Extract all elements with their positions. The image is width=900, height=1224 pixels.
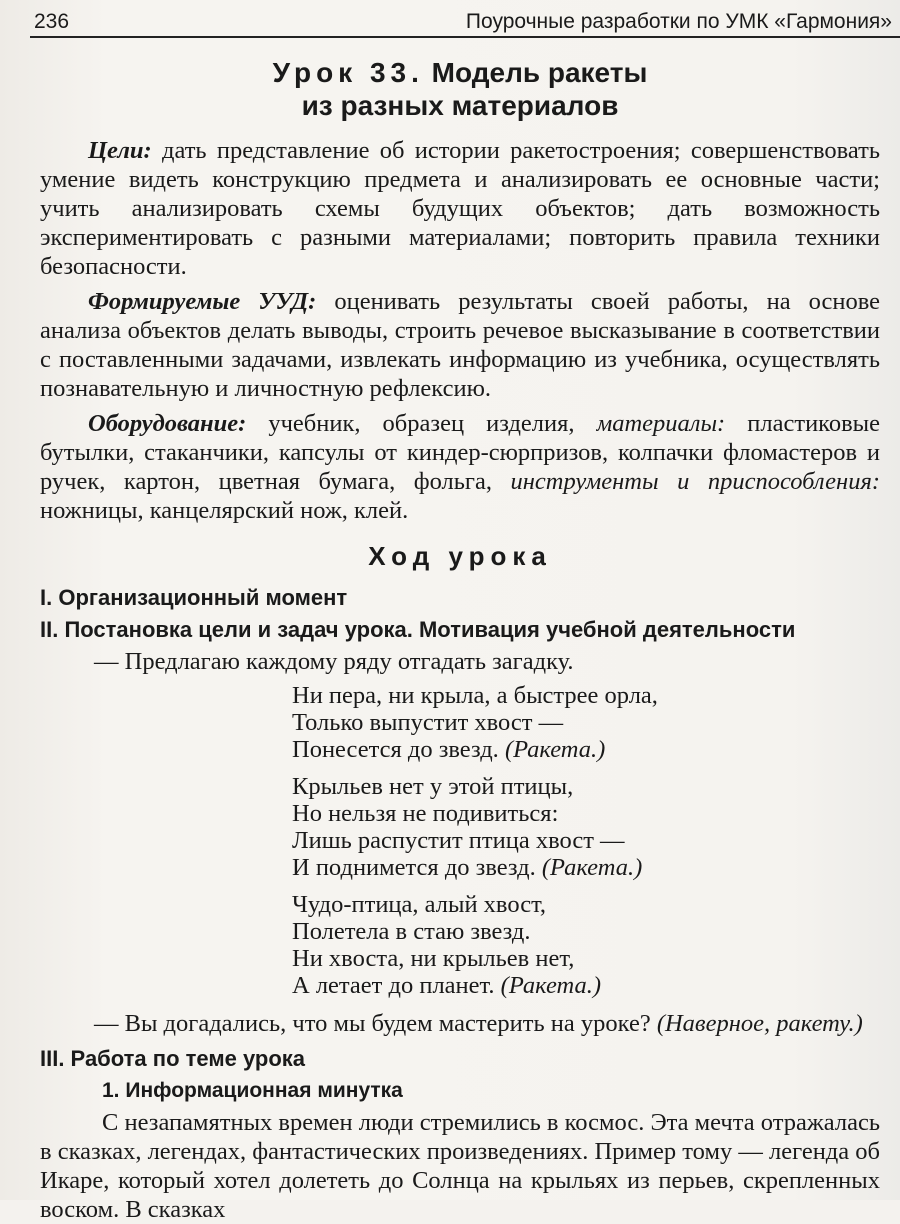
tools-text: ножницы, канцелярский нож, клей. [40, 497, 409, 524]
equipment-paragraph [40, 409, 880, 525]
materials-label: материалы: [596, 410, 726, 437]
lesson-title [40, 56, 880, 122]
riddle-answer: (Ракета.) [541, 854, 643, 881]
verse-line: Понесется до звезд. (Ракета.) [292, 736, 606, 763]
verse-line: Полетела в стаю звезд. [292, 918, 531, 945]
goals-paragraph [40, 136, 880, 281]
page-number: 236 [34, 10, 70, 33]
section-1-heading: I. Организационный момент [40, 585, 348, 610]
uud-label: Формируемые УУД: [88, 288, 317, 315]
uud-paragraph [40, 287, 880, 403]
verse-line: Ни пера, ни крыла, а быстрее орла, [292, 682, 658, 709]
uud-text: оценивать результаты своей работы, на основе анализа объектов делать выводы, строить речевое высказывание в соответствии с поставленными задачами, извлекать информацию из учебника, осуществлять познавательную и личностную рефлексию. [40, 288, 881, 402]
body-paragraph: С незапамятных времен люди стремились в космос. Эта мечта отражалась в сказках, легендах, фантастических произведениях. Пример тому — легенда об Икаре, который хотел долететь до Солнца на крыльях из перьев, скрепленных воском. В сказках [40, 1109, 880, 1223]
question-answer: (Наверное, ракету.) [656, 1010, 863, 1037]
question-text: — Вы догадались, что мы будем мастерить на уроке? [94, 1010, 657, 1037]
running-title: Поурочные разработки по УМК «Гармония» [465, 10, 892, 33]
lesson-title-line1 [40, 56, 880, 89]
riddle-1 [292, 682, 880, 763]
section-2-heading: II. Постановка цели и задач урока. Мотивация учебной деятельности [40, 617, 796, 642]
riddle-3 [292, 891, 880, 999]
page-header [30, 6, 900, 36]
riddle-2 [292, 773, 880, 881]
goals-label: Цели: [88, 137, 152, 164]
lesson-title-text: Модель ракеты [423, 57, 648, 88]
lesson-number: Урок 33. [272, 57, 424, 88]
goals-text: дать представление об истории ракетостроения; совершенствовать умение видеть конструкцию предмета и анализировать ее основные части; учить анализировать схемы будущих объектов; дать возможность экспериментировать с разными материалами; повторить правила техники безопасности. [40, 137, 880, 280]
verse-line: А летает до планет. (Ракета.) [292, 972, 602, 999]
verse-line: Ни хвоста, ни крыльев нет, [292, 945, 575, 972]
verse-line: Чудо-птица, алый хвост, [292, 891, 547, 918]
tools-label: инструменты и приспособления: [510, 468, 880, 495]
course-title: Ход урока [368, 541, 552, 571]
riddle-answer: (Ракета.) [504, 736, 606, 763]
question-line [40, 1009, 880, 1038]
lesson-title-line2: из разных материалов [301, 90, 619, 121]
verse-line: Лишь распустит птица хвост — [292, 827, 625, 854]
verse-line: Только выпустит хвост — [292, 709, 564, 736]
riddle-answer: (Ракета.) [500, 972, 602, 999]
section-3-heading: III. Работа по теме урока [40, 1046, 306, 1071]
equipment-text: учебник, образец изделия, [246, 410, 597, 437]
subsection-1-heading: 1. Информационная минутка [102, 1079, 403, 1102]
verse-line: И поднимется до звезд. (Ракета.) [292, 854, 643, 881]
materials-text: пластиковые бутылки, стаканчики, капсулы от киндер-сюрпризов, колпачки фломастеров и ручек, картон, цветная бумага, фольга, [40, 410, 880, 495]
page-content [40, 50, 880, 1224]
equipment-label: Оборудование: [88, 410, 247, 437]
verse-line: Крыльев нет у этой птицы, [292, 773, 574, 800]
header-rule [30, 36, 900, 38]
verse-line: Но нельзя не подивиться: [292, 800, 559, 827]
riddle-intro: — Предлагаю каждому ряду отгадать загадку. [94, 648, 574, 675]
